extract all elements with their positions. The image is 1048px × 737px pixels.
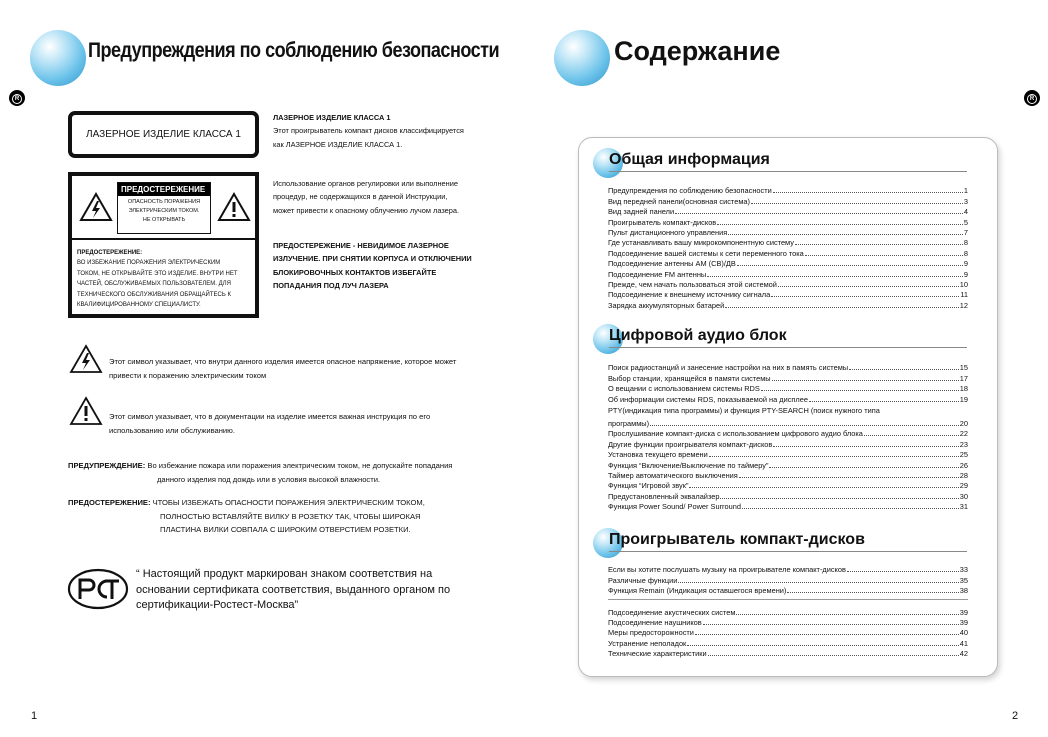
toc-leader-dots xyxy=(751,203,963,204)
toc-leader-dots xyxy=(773,446,958,447)
toc-leader-dots xyxy=(864,435,959,436)
toc-item[interactable] xyxy=(608,648,968,658)
exclamation-symbol-icon xyxy=(69,396,103,426)
laser-info: ЛАЗЕРНОЕ ИЗДЕЛИЕ КЛАССА 1 Этот проигрыватель компакт дисков классифицируется как ЛАЗЕРНОЕ ИЗДЕЛИЕ КЛАССА 1. xyxy=(273,113,464,149)
toc-leader-dots xyxy=(805,255,963,256)
toc-item-label: Подсоединение акустических систем xyxy=(608,607,736,617)
toc-leader-dots xyxy=(717,224,963,225)
toc-item[interactable] xyxy=(608,564,968,574)
toc-item-label: Прослушивание компакт-диска с использованием цифрового аудио блока xyxy=(608,429,863,439)
toc-item-label: Об информации системы RDS, показываемой на дисплее xyxy=(608,394,808,404)
region-badge-right: R xyxy=(1024,90,1040,106)
toc-item[interactable] xyxy=(608,480,968,490)
toc-item[interactable] xyxy=(608,216,968,226)
toc-item-label: Вид передней панели(основная система) xyxy=(608,196,750,206)
toc-item-label: Вид задней панели xyxy=(608,207,675,217)
title-bubble-right xyxy=(554,30,610,86)
toc-item-label: Функция “Игровой звук” xyxy=(608,481,689,491)
region-badge-left: R xyxy=(9,90,25,106)
toc-item-label: Другие функции проигрывателя компакт-дисков xyxy=(608,439,773,449)
toc-item-label: Функция Power Sound/ Power Surround xyxy=(608,502,741,512)
toc-leader-dots xyxy=(736,614,958,615)
toc-digital xyxy=(608,362,968,511)
toc-item[interactable] xyxy=(608,206,968,216)
toc-item[interactable] xyxy=(608,185,968,195)
lightning-symbol-icon xyxy=(69,344,103,374)
toc-item-page: 3 xyxy=(963,196,968,206)
toc-item[interactable] xyxy=(608,258,968,268)
toc-item-wrap[interactable]: PTY(индикация типа программы) и функция PTY-SEARCH (поиск нужного типа xyxy=(608,405,880,415)
toc-leader-dots xyxy=(650,425,959,426)
toc-leader-dots xyxy=(847,571,959,572)
toc-item-page: 7 xyxy=(963,227,968,237)
toc-item-label: программы) xyxy=(608,418,650,428)
toc-leader-dots xyxy=(778,286,959,287)
toc-item-page: 42 xyxy=(959,649,968,659)
toc-item-page: 10 xyxy=(959,279,968,289)
toc-item-label: Таймер автоматического выключения xyxy=(608,470,738,480)
toc-leader-dots xyxy=(771,296,959,297)
toc-leader-dots xyxy=(773,192,963,193)
toc-item-page: 20 xyxy=(959,418,968,428)
toc-cd xyxy=(608,564,968,658)
toc-item[interactable] xyxy=(608,227,968,237)
toc-leader-dots xyxy=(689,487,958,488)
toc-item-label: Подсоединение наушников xyxy=(608,617,702,627)
toc-item-page: 22 xyxy=(959,429,968,439)
laser-class-label: ЛАЗЕРНОЕ ИЗДЕЛИЕ КЛАССА 1 xyxy=(68,111,259,158)
toc-item[interactable] xyxy=(608,470,968,480)
toc-item-page: 11 xyxy=(960,290,968,300)
controls-warning: Использование органов регулировки или выполнение процедур, не содержащихся в данной Инструкции, может привести к опасному облучению лучом лазера. xyxy=(273,179,460,215)
toc-item-label: Прежде, чем начать пользоваться этой системой xyxy=(608,279,777,289)
toc-item-page: 40 xyxy=(959,628,968,638)
invisible-laser-warning: ПРЕДОСТЕРЕЖЕНИЕ - НЕВИДИМОЕ ЛАЗЕРНОЕ ИЗЛУЧЕНИЕ. ПРИ СНЯТИИ КОРПУСА И ОТКЛЮЧЕНИИ БЛОКИРОВОЧНЫХ КОНТАКТОВ ИЗБЕГАЙТЕ ПОПАДАНИЯ ПОД ЛУЧ ЛАЗЕРА xyxy=(273,241,472,291)
toc-item-page: 25 xyxy=(959,450,968,460)
toc-item-page: 29 xyxy=(959,481,968,491)
toc-item-page: 4 xyxy=(963,207,968,217)
exclamation-symbol-text: Этот символ указывает, что в документации на изделие имеется важная инструкция по его использованию или обслуживанию. xyxy=(109,412,431,435)
toc-item-page: 41 xyxy=(959,638,968,648)
toc-item-page: 30 xyxy=(959,491,968,501)
toc-item[interactable] xyxy=(608,627,968,637)
toc-leader-dots xyxy=(769,467,958,468)
toc-item-label: Поиск радиостанций и занесение настройки на них в память системы xyxy=(608,363,849,373)
toc-item-label: Подсоединение вашей системы к сети переменного тока xyxy=(608,248,804,258)
toc-item-label: О вещании с использованием системы RDS xyxy=(608,384,760,394)
certification-text: “ Настоящий продукт маркирован знаком соответствия на основании сертификата соответствия, выданного органом по сертификации-Ростест-Москва” xyxy=(136,568,451,611)
toc-item-page: 23 xyxy=(959,439,968,449)
toc-separator xyxy=(608,599,968,600)
toc-leader-dots xyxy=(795,244,963,245)
caution-label-text: ПРЕДОСТЕРЕЖЕНИЕ: ВО ИЗБЕЖАНИЕ ПОРАЖЕНИЯ ЭЛЕКТРИЧЕСКИМ ТОКОМ, НЕ ОТКРЫВАЙТЕ ЭТО ИЗДЕЛИЕ. ВНУТРИ НЕТ ЧАСТЕЙ, ОБСЛУЖИВАЕМЫХ ПОЛЬЗОВАТЕЛЕМ. ДЛЯ ТЕХНИЧЕСКОГО ОБСЛУЖИВАНИЯ ОБРАЩАЙТЕСЬ К КВАЛИФИЦИРОВАННОМУ СПЕЦИАЛИСТУ. xyxy=(77,250,238,309)
toc-item-label: Пульт дистанционного управления xyxy=(608,227,728,237)
toc-item-page: 12 xyxy=(959,300,968,310)
toc-item[interactable] xyxy=(608,268,968,278)
toc-leader-dots xyxy=(707,276,963,277)
toc-leader-dots xyxy=(742,508,959,509)
caution-center-panel: ПРЕДОСТЕРЕЖЕНИЕ ОПАСНОСТЬ ПОРАЖЕНИЯ ЭЛЕКТРИЧЕСКИМ ТОКОМ. НЕ ОТКРЫВАТЬ xyxy=(117,182,211,234)
section-rule-cd xyxy=(609,551,967,552)
section-title-general: Общая информация xyxy=(609,151,770,168)
toc-item-label: Выбор станции, хранящейся в памяти системы xyxy=(608,373,771,383)
exclamation-warning-icon xyxy=(217,192,251,222)
toc-item[interactable] xyxy=(608,279,968,289)
toc-item-page: 8 xyxy=(963,238,968,248)
toc-item-label: Устранение неполадок xyxy=(608,638,687,648)
toc-item-page: 26 xyxy=(959,460,968,470)
page-title-right: Содержание xyxy=(614,36,781,66)
toc-item-page: 39 xyxy=(959,607,968,617)
toc-leader-dots xyxy=(708,655,959,656)
title-bubble-left xyxy=(30,30,86,86)
toc-item[interactable] xyxy=(608,574,968,584)
toc-item-page: 9 xyxy=(963,259,968,269)
toc-general xyxy=(608,185,968,310)
toc-item-page: 28 xyxy=(959,470,968,480)
page-number-right: 2 xyxy=(1012,710,1019,722)
toc-leader-dots xyxy=(678,582,958,583)
toc-item-label: Проигрыватель компакт-дисков xyxy=(608,217,717,227)
toc-item-label: Подсоединение FM антенны xyxy=(608,269,707,279)
toc-leader-dots xyxy=(709,456,959,457)
toc-leader-dots xyxy=(703,624,959,625)
section-title-digital: Цифровой аудио блок xyxy=(609,327,787,344)
toc-item-label: Меры предосторожности xyxy=(608,628,694,638)
toc-item[interactable] xyxy=(608,195,968,205)
lightning-warning-icon xyxy=(79,192,113,222)
toc-item[interactable] xyxy=(608,459,968,469)
toc-leader-dots xyxy=(787,592,958,593)
toc-leader-dots xyxy=(695,634,959,635)
toc-item[interactable] xyxy=(608,428,968,438)
toc-item-label: Функция “Включение/Выключение по таймеру” xyxy=(608,460,769,470)
toc-item-label: Технические характеристики xyxy=(608,649,707,659)
lightning-symbol-text: Этот символ указывает, что внутри данного изделия имеется опасное напряжение, которое может привести к поражению электрическим током xyxy=(109,357,457,380)
toc-item[interactable] xyxy=(608,637,968,647)
toc-item-page: 19 xyxy=(959,394,968,404)
toc-item-label: Установка текущего времени xyxy=(608,450,708,460)
toc-item[interactable] xyxy=(608,418,968,428)
toc-leader-dots xyxy=(739,477,959,478)
toc-item-page: 33 xyxy=(959,565,968,575)
toc-leader-dots xyxy=(737,265,963,266)
toc-item-page: 18 xyxy=(959,384,968,394)
toc-item-label: Подсоединение к внешнему источнику сигнала xyxy=(608,290,771,300)
toc-item[interactable] xyxy=(608,585,968,595)
toc-item-page: 35 xyxy=(959,575,968,585)
toc-item-page: 15 xyxy=(959,363,968,373)
toc-item[interactable] xyxy=(608,449,968,459)
toc-leader-dots xyxy=(720,498,958,499)
toc-item-label: Различные функции xyxy=(608,575,678,585)
toc-item-label: Функция Remain (Индикация оставшегося времени) xyxy=(608,586,787,596)
toc-item[interactable] xyxy=(608,237,968,247)
toc-item-label: Подсоединение антенны АМ (СВ)/ДВ xyxy=(608,259,736,269)
toc-item[interactable] xyxy=(608,501,968,511)
toc-item-page: 31 xyxy=(959,502,968,512)
toc-item[interactable] xyxy=(608,490,968,500)
toc-item-label: Где устанавливать вашу микрокомпонентную систему xyxy=(608,238,794,248)
toc-leader-dots xyxy=(675,213,963,214)
toc-leader-dots xyxy=(761,390,959,391)
toc-leader-dots xyxy=(772,380,959,381)
toc-item-label: Предустановленный эквалайзер xyxy=(608,491,720,501)
rain-warning: ПРЕДУПРЕЖДЕНИЕ: Во избежание пожара или поражения электрическим током, не допускайте попадания данного изделия под дождь или в условия высокой влажности. xyxy=(68,461,453,484)
section-rule-general xyxy=(609,171,967,172)
toc-item[interactable] xyxy=(608,383,968,393)
toc-leader-dots xyxy=(725,307,959,308)
toc-item-page: 8 xyxy=(963,248,968,258)
toc-item[interactable] xyxy=(608,247,968,257)
toc-item-page: 39 xyxy=(959,617,968,627)
toc-item[interactable] xyxy=(608,372,968,382)
toc-item-page: 5 xyxy=(963,217,968,227)
page-number-left: 1 xyxy=(31,710,38,722)
toc-item-label: Предупреждения по соблюдению безопасности xyxy=(608,186,772,196)
toc-item-page: 38 xyxy=(959,586,968,596)
toc-item-page: 17 xyxy=(959,373,968,383)
toc-leader-dots xyxy=(809,401,959,402)
toc-item-page: 9 xyxy=(963,269,968,279)
plug-caution: ПРЕДОСТЕРЕЖЕНИЕ: ЧТОБЫ ИЗБЕЖАТЬ ОПАСНОСТИ ПОРАЖЕНИЯ ЭЛЕКТРИЧЕСКИМ ТОКОМ, ПОЛНОСТЬЮ ВСТАВЛЯЙТЕ ВИЛКУ В РОЗЕТКУ ТАК, ЧТОБЫ ШИРОКАЯ ПЛАСТИНА ВИЛКИ СОВПАЛА С ШИРОКИМ ОТВЕРСТИЕМ РОЗЕТКИ. xyxy=(68,498,425,534)
toc-item-label: Зарядка аккумуляторных батарей xyxy=(608,300,725,310)
toc-leader-dots xyxy=(849,369,959,370)
page-title-left: Предупреждения по соблюдению безопасности xyxy=(88,39,500,62)
caution-label xyxy=(68,172,259,318)
toc-item-label: Если вы хотите послушать музыку на проигрывателе компакт-дисков xyxy=(608,565,846,575)
toc-item[interactable] xyxy=(608,606,968,616)
toc-item[interactable] xyxy=(608,299,968,309)
section-title-cd: Проигрыватель компакт-дисков xyxy=(609,531,865,548)
toc-item[interactable] xyxy=(608,289,968,299)
toc-leader-dots xyxy=(728,234,963,235)
toc-item-page: 1 xyxy=(963,186,968,196)
rostest-certification-icon xyxy=(67,568,129,610)
caution-label-top xyxy=(72,176,255,240)
toc-item[interactable] xyxy=(608,362,968,372)
toc-item[interactable] xyxy=(608,438,968,448)
toc-item[interactable] xyxy=(608,393,968,403)
toc-leader-dots xyxy=(687,645,958,646)
toc-item[interactable] xyxy=(608,617,968,627)
section-rule-digital xyxy=(609,347,967,348)
